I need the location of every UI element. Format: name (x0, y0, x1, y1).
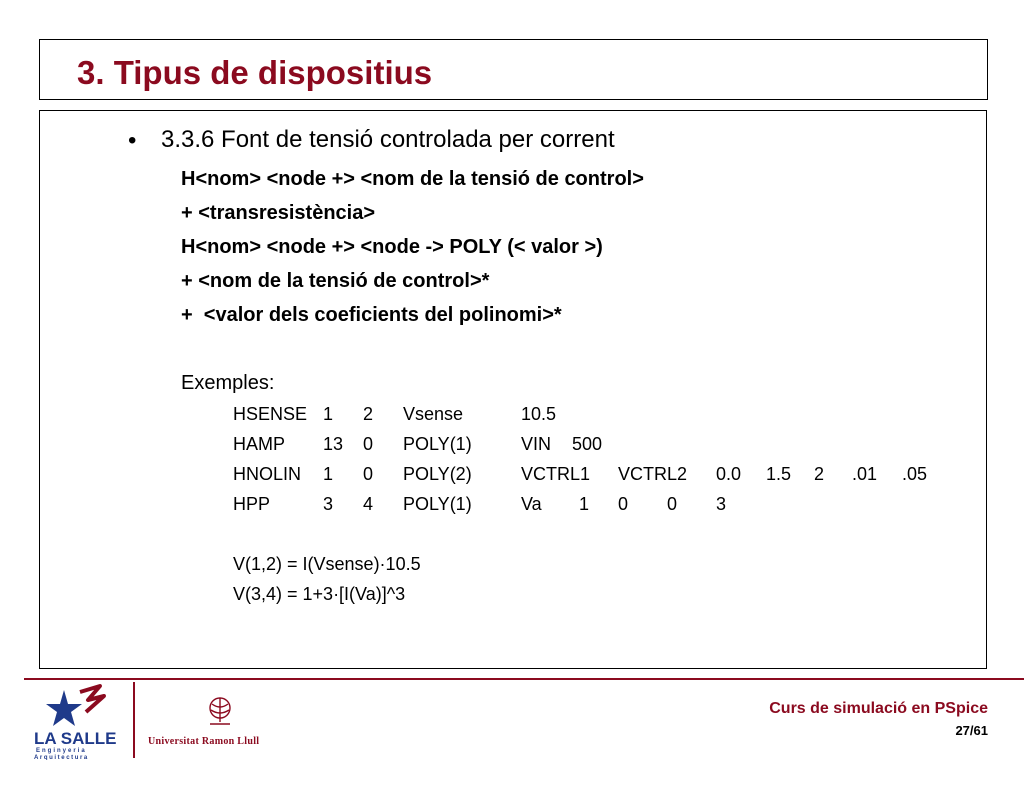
logo-divider (133, 682, 135, 758)
example-cell: 500 (572, 434, 603, 454)
example-cell: 0 (618, 494, 629, 514)
footer-divider (24, 678, 1024, 680)
syntax-line: H<nom> <node +> <nom de la tensió de control> (181, 168, 644, 190)
syntax-line: + <transresistència> (181, 202, 376, 224)
example-row (40, 405, 980, 425)
examples-label: Exemples: (181, 372, 275, 394)
example-row (40, 495, 980, 515)
example-cell: 10.5 (521, 404, 557, 424)
example-cell: 1 (323, 404, 334, 424)
example-cell: Vsense (403, 404, 464, 424)
example-cell: VIN (521, 434, 552, 454)
example-cell: POLY(1) (403, 494, 472, 514)
example-cell: 3 (716, 494, 727, 514)
example-cell: HPP (233, 494, 271, 514)
example-cell: VCTRL1 (521, 464, 591, 484)
example-cell: 3 (323, 494, 334, 514)
course-name: Curs de simulació en PSpice (769, 700, 988, 717)
example-row (40, 465, 980, 485)
example-row (40, 435, 980, 455)
la-salle-logo (30, 682, 130, 760)
example-cell: Va (521, 494, 542, 514)
bullet-marker: • (128, 127, 137, 154)
example-cell: 2 (814, 464, 825, 484)
example-cell: 2 (363, 404, 374, 424)
example-cell: HNOLIN (233, 464, 302, 484)
example-cell: POLY(2) (403, 464, 472, 484)
content-box (39, 110, 987, 669)
example-cell: 4 (363, 494, 374, 514)
example-cell: 13 (323, 434, 344, 454)
example-cell: 1 (579, 494, 590, 514)
example-cell: 0 (363, 434, 374, 454)
example-cell: 0.0 (716, 464, 742, 484)
equation: V(3,4) = 1+3·[I(Va)]^3 (233, 584, 406, 604)
example-cell: HSENSE (233, 404, 308, 424)
page-number: 27/61 (955, 723, 988, 738)
university-name: Universitat Ramon Llull (148, 736, 260, 747)
example-cell: .05 (902, 464, 928, 484)
equation: V(1,2) = I(Vsense)·10.5 (233, 554, 421, 574)
example-cell: 1 (323, 464, 334, 484)
syntax-line: H<nom> <node +> <node -> POLY (< valor >) (181, 236, 603, 258)
example-cell: POLY(1) (403, 434, 472, 454)
example-cell: .01 (852, 464, 878, 484)
logo-subtext: Enginyeria (36, 748, 87, 754)
example-cell: 0 (667, 494, 678, 514)
example-cell: VCTRL2 (618, 464, 688, 484)
example-cell: 1.5 (766, 464, 792, 484)
logo-subtext: Arquitectura (34, 755, 89, 760)
syntax-line: + <nom de la tensió de control>* (181, 270, 490, 292)
logo-text: LA SALLE (34, 729, 117, 748)
example-cell: 0 (363, 464, 374, 484)
title-box (39, 39, 988, 100)
slide-title: 3. Tipus de dispositius (77, 54, 433, 91)
example-cell: HAMP (233, 434, 286, 454)
syntax-line: + <valor dels coeficients del polinomi>* (181, 304, 562, 326)
bullet-heading: 3.3.6 Font de tensió controlada per corrent (161, 126, 615, 153)
